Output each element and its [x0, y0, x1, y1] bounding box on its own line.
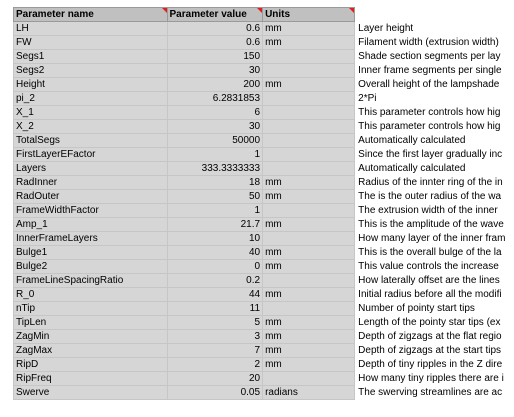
parameter-value-cell[interactable]: 7 [167, 344, 263, 358]
table-row [14, 218, 514, 232]
parameter-name-cell[interactable]: Segs1 [14, 50, 168, 64]
parameter-value-cell[interactable]: 3 [167, 330, 263, 344]
parameter-name-cell[interactable]: FrameLineSpacingRatio [14, 274, 168, 288]
units-cell[interactable] [263, 232, 355, 246]
parameter-name-cell[interactable]: FirstLayerEFactor [14, 148, 168, 162]
units-cell[interactable] [263, 134, 355, 148]
units-cell[interactable]: radians [263, 386, 355, 400]
parameter-name-cell[interactable]: Bulge2 [14, 260, 168, 274]
header-row [14, 8, 514, 22]
parameter-name-cell[interactable]: Height [14, 78, 168, 92]
parameter-name-cell[interactable]: FW [14, 36, 168, 50]
description-cell[interactable]: Since the first layer gradually inc [355, 148, 514, 162]
table-row [14, 344, 514, 358]
parameter-name-cell[interactable]: Amp_1 [14, 218, 168, 232]
parameter-name-cell[interactable]: R_0 [14, 288, 168, 302]
table-row [14, 372, 514, 386]
parameter-name-cell[interactable]: X_1 [14, 106, 168, 120]
description-cell[interactable]: This value controls the increase [355, 260, 514, 274]
units-cell[interactable] [263, 148, 355, 162]
parameter-name-cell[interactable]: TipLen [14, 316, 168, 330]
table-row [14, 162, 514, 176]
units-cell[interactable] [263, 162, 355, 176]
parameter-name-cell[interactable]: InnerFrameLayers [14, 232, 168, 246]
description-cell[interactable]: Number of pointy start tips [355, 302, 514, 316]
units-cell[interactable]: mm [263, 176, 355, 190]
parameter-value-cell[interactable]: 20 [167, 372, 263, 386]
table-row [14, 106, 514, 120]
parameter-value-cell[interactable]: 44 [167, 288, 263, 302]
parameter-value-cell[interactable]: 50000 [167, 134, 263, 148]
description-cell[interactable]: Depth of zigzags at the flat regio [355, 330, 514, 344]
parameter-value-cell[interactable]: 0.6 [167, 22, 263, 36]
description-cell[interactable]: This is the overall bulge of the la [355, 246, 514, 260]
parameter-name-cell[interactable]: pi_2 [14, 92, 168, 106]
table-row [14, 204, 514, 218]
description-cell[interactable]: Layer height [355, 22, 514, 36]
parameter-value-cell[interactable]: 200 [167, 78, 263, 92]
header-units[interactable]: Units [263, 8, 355, 22]
comment-indicator-icon [257, 8, 262, 13]
parameter-table [13, 7, 514, 400]
table-row [14, 358, 514, 372]
comment-indicator-icon [162, 8, 167, 13]
description-cell[interactable]: The swerving streamlines are ac [355, 386, 514, 400]
table-row [14, 330, 514, 344]
description-cell[interactable]: The is the outer radius of the wa [355, 190, 514, 204]
units-cell[interactable]: mm [263, 190, 355, 204]
units-cell[interactable]: mm [263, 36, 355, 50]
units-cell[interactable]: mm [263, 260, 355, 274]
units-cell[interactable] [263, 372, 355, 386]
parameter-value-cell[interactable]: 1 [167, 148, 263, 162]
units-cell[interactable] [263, 50, 355, 64]
units-cell[interactable] [263, 92, 355, 106]
units-cell[interactable]: mm [263, 330, 355, 344]
parameter-name-cell[interactable]: Swerve [14, 386, 168, 400]
parameter-value-cell[interactable]: 18 [167, 176, 263, 190]
description-cell[interactable]: Filament width (extrusion width) [355, 36, 514, 50]
parameter-value-cell[interactable]: 333.3333333 [167, 162, 263, 176]
parameter-value-cell[interactable]: 30 [167, 64, 263, 78]
parameter-name-cell[interactable]: LH [14, 22, 168, 36]
table-row [14, 246, 514, 260]
parameter-value-cell[interactable]: 50 [167, 190, 263, 204]
comment-indicator-icon [349, 8, 354, 13]
parameter-name-cell[interactable]: TotalSegs [14, 134, 168, 148]
parameter-value-cell[interactable]: 5 [167, 316, 263, 330]
description-cell[interactable]: Inner frame segments per single [355, 64, 514, 78]
table-row [14, 176, 514, 190]
header-parameter-value[interactable]: Parameter value [167, 8, 263, 22]
units-cell[interactable]: mm [263, 344, 355, 358]
parameter-name-cell[interactable]: RadOuter [14, 190, 168, 204]
description-cell[interactable]: This is the amplitude of the wave [355, 218, 514, 232]
table-row [14, 36, 514, 50]
description-cell[interactable]: 2*Pi [355, 92, 514, 106]
description-cell[interactable]: Automatically calculated [355, 134, 514, 148]
parameter-value-cell[interactable]: 6.2831853 [167, 92, 263, 106]
table-row [14, 92, 514, 106]
parameter-value-cell[interactable]: 30 [167, 120, 263, 134]
units-cell[interactable] [263, 64, 355, 78]
parameter-value-cell[interactable]: 0 [167, 260, 263, 274]
description-cell[interactable]: Length of the pointy star tips (ex [355, 316, 514, 330]
units-cell[interactable]: mm [263, 218, 355, 232]
parameter-value-cell[interactable]: 2 [167, 358, 263, 372]
table-row [14, 120, 514, 134]
table-row [14, 274, 514, 288]
header-parameter-name[interactable]: Parameter name [14, 8, 168, 22]
parameter-value-cell[interactable]: 150 [167, 50, 263, 64]
units-cell[interactable] [263, 120, 355, 134]
description-cell[interactable]: This parameter controls how hig [355, 120, 514, 134]
description-cell[interactable]: Automatically calculated [355, 162, 514, 176]
units-cell[interactable] [263, 302, 355, 316]
description-cell[interactable]: The extrusion width of the inner [355, 204, 514, 218]
units-cell[interactable]: mm [263, 288, 355, 302]
table-row [14, 134, 514, 148]
units-cell[interactable]: mm [263, 78, 355, 92]
description-cell[interactable]: How many tiny ripples there are i [355, 372, 514, 386]
header-blank [355, 8, 514, 22]
description-cell[interactable]: Initial radius before all the modifi [355, 288, 514, 302]
table-row [14, 302, 514, 316]
units-cell[interactable]: mm [263, 316, 355, 330]
table-row [14, 78, 514, 92]
parameter-name-cell[interactable]: FrameWidthFactor [14, 204, 168, 218]
units-cell[interactable] [263, 106, 355, 120]
description-cell[interactable]: Shade section segments per lay [355, 50, 514, 64]
description-cell[interactable]: Radius of the innter ring of the in [355, 176, 514, 190]
parameter-name-cell[interactable]: RipD [14, 358, 168, 372]
parameter-value-cell[interactable]: 1 [167, 204, 263, 218]
parameter-name-cell[interactable]: X_2 [14, 120, 168, 134]
description-cell[interactable]: How laterally offset are the lines [355, 274, 514, 288]
units-cell[interactable] [263, 274, 355, 288]
parameter-name-cell[interactable]: Segs2 [14, 64, 168, 78]
table-row [14, 64, 514, 78]
units-cell[interactable]: mm [263, 246, 355, 260]
parameter-name-cell[interactable]: RadInner [14, 176, 168, 190]
parameter-name-cell[interactable]: RipFreq [14, 372, 168, 386]
table-row [14, 386, 514, 400]
table-row [14, 260, 514, 274]
parameter-value-cell[interactable]: 10 [167, 232, 263, 246]
table-row [14, 288, 514, 302]
units-cell[interactable]: mm [263, 358, 355, 372]
parameter-value-cell[interactable]: 11 [167, 302, 263, 316]
description-cell[interactable]: Depth of tiny ripples in the Z dire [355, 358, 514, 372]
table-row [14, 22, 514, 36]
parameter-value-cell[interactable]: 40 [167, 246, 263, 260]
parameter-value-cell[interactable]: 21.7 [167, 218, 263, 232]
description-cell[interactable]: Overall height of the lampshade [355, 78, 514, 92]
table-row [14, 50, 514, 64]
parameter-value-cell[interactable]: 0.2 [167, 274, 263, 288]
description-cell[interactable]: How many layer of the inner fram [355, 232, 514, 246]
parameter-name-cell[interactable]: Layers [14, 162, 168, 176]
parameter-name-cell[interactable]: ZagMin [14, 330, 168, 344]
parameter-value-cell[interactable]: 0.6 [167, 36, 263, 50]
parameter-name-cell[interactable]: Bulge1 [14, 246, 168, 260]
parameter-name-cell[interactable]: ZagMax [14, 344, 168, 358]
parameter-name-cell[interactable]: nTip [14, 302, 168, 316]
table-row [14, 232, 514, 246]
table-row [14, 316, 514, 330]
parameter-value-cell[interactable]: 6 [167, 106, 263, 120]
table-row [14, 190, 514, 204]
units-cell[interactable]: mm [263, 22, 355, 36]
units-cell[interactable] [263, 204, 355, 218]
description-cell[interactable]: This parameter controls how hig [355, 106, 514, 120]
table-row [14, 148, 514, 162]
parameter-value-cell[interactable]: 0.05 [167, 386, 263, 400]
description-cell[interactable]: Depth of zigzags at the start tips [355, 344, 514, 358]
